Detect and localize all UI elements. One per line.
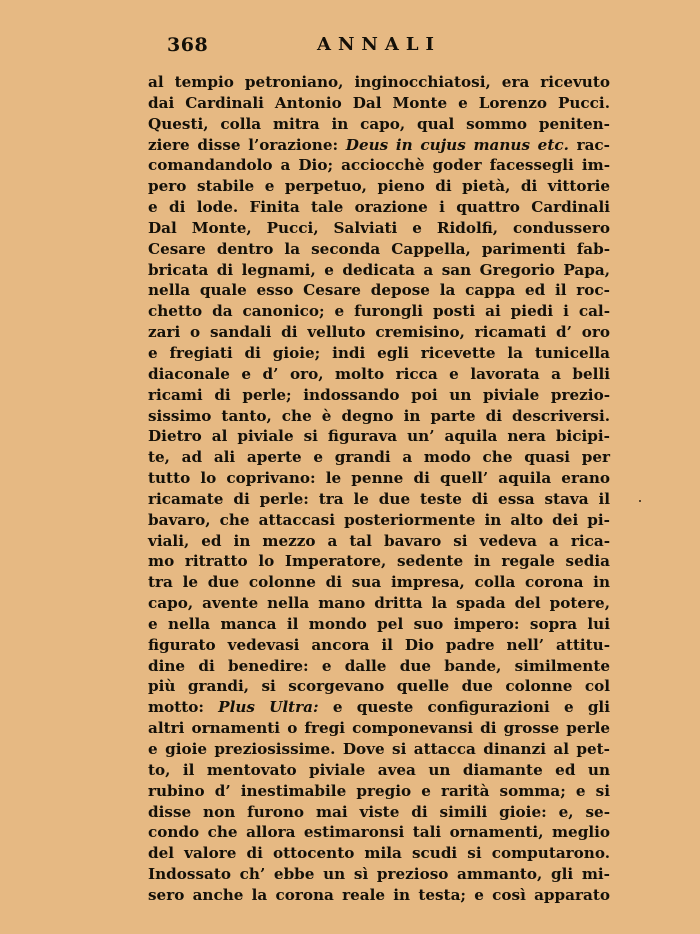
text-line: altri ornamenti o fregi componevansi di grosse perle	[148, 719, 610, 738]
text-line: diaconale e d’ oro, molto ricca e lavorata a belli	[148, 364, 610, 383]
text-line: comandandolo a Dio; acciocchè goder facessegli im-	[148, 156, 610, 175]
text-line: Dietro al piviale si figurava un’ aquila nera bicipi-	[148, 427, 610, 446]
text-line: mo ritratto lo Imperatore, sedente in regale sedia	[148, 552, 610, 571]
text-line: disse non furono mai viste di simili gioie: e, se-	[148, 802, 610, 821]
text-line: ricamate di perle: tra le due teste di essa stava il	[148, 489, 610, 508]
text-line: Indossato ch’ ebbe un sì prezioso ammanto, gli mi-	[148, 865, 610, 884]
text-line: Questi, colla mitra in capo, qual sommo peniten-	[148, 114, 610, 133]
page-header	[167, 34, 613, 60]
paper-speck	[637, 498, 643, 504]
text-line: bavaro, che attaccasi posteriormente in alto dei pi-	[148, 510, 610, 529]
text-line: e fregiati di gioie; indi egli ricevette la tunicella	[148, 343, 610, 362]
text-line: del valore di ottocento mila scudi si computarono.	[148, 844, 610, 863]
text-line: e nella manca il mondo pel suo impero: sopra lui	[148, 614, 610, 633]
text-line: Cesare dentro la seconda Cappella, parimenti fab-	[148, 239, 610, 258]
text-line: capo, avente nella mano dritta la spada del potere,	[148, 594, 610, 613]
italic-phrase: Plus Ultra:	[218, 698, 319, 717]
text-line: to, il mentovato piviale avea un diamante ed un	[148, 760, 610, 779]
text-line: tutto lo coprivano: le penne di quell’ aquila erano	[148, 469, 610, 488]
text-line: te, ad ali aperte e grandi a modo che quasi per	[148, 448, 610, 467]
text-line: pero stabile e perpetuo, pieno di pietà, di vittorie	[148, 177, 610, 196]
text-line: viali, ed in mezzo a tal bavaro si vedeva a rica-	[148, 531, 610, 550]
text-line: tra le due colonne di sua impresa, colla corona in	[148, 573, 610, 592]
text-line: rubino d’ inestimabile pregio e rarità somma; e si	[148, 781, 610, 800]
text-line: Dal Monte, Pucci, Salviati e Ridolfi, condussero	[148, 218, 610, 237]
text-line: e di lode. Finita tale orazione i quattro Cardinali	[148, 198, 610, 217]
text-line: nella quale esso Cesare depose la cappa ed il roc-	[148, 281, 610, 300]
text-line	[148, 697, 610, 718]
text-line: ricami di perle; indossando poi un piviale prezio-	[148, 385, 610, 404]
body-text	[148, 72, 610, 906]
text-segment: motto:	[148, 698, 204, 717]
page-number: 368	[167, 34, 209, 56]
text-line: figurato vedevasi ancora il Dio padre nell’ attitu-	[148, 635, 610, 654]
text-line: sissimo tanto, che è degno in parte di descriversi.	[148, 406, 610, 425]
text-line: chetto da canonico; e furongli posti ai piedi i cal-	[148, 302, 610, 321]
text-line: condo che allora estimaronsi tali ornamenti, meglio	[148, 823, 610, 842]
text-segment: e queste configurazioni e gli	[332, 698, 610, 717]
running-title: ANNALI	[317, 34, 441, 55]
text-line: dai Cardinali Antonio Dal Monte e Lorenzo Pucci.	[148, 93, 610, 112]
text-segment: ziere disse l’orazione:	[148, 135, 339, 154]
text-line: al tempio petroniano, inginocchiatosi, era ricevuto	[148, 73, 610, 91]
text-line: dine di benedire: e dalle due bande, similmente	[148, 656, 610, 675]
text-line: zari o sandali di velluto cremisino, ricamati d’ oro	[148, 323, 610, 342]
text-line: più grandi, si scorgevano quelle due colonne col	[148, 677, 610, 696]
text-line	[148, 135, 610, 156]
text-line: sero anche la corona reale in testa; e così apparato	[148, 885, 610, 904]
text-line: e gioie preziosissime. Dove si attacca dinanzi al pet-	[148, 740, 610, 758]
italic-phrase: Deus in cujus manus etc.	[345, 135, 569, 154]
text-line: bricata di legnami, e dedicata a san Gregorio Papa,	[148, 260, 610, 279]
text-segment: rac-	[576, 135, 610, 154]
